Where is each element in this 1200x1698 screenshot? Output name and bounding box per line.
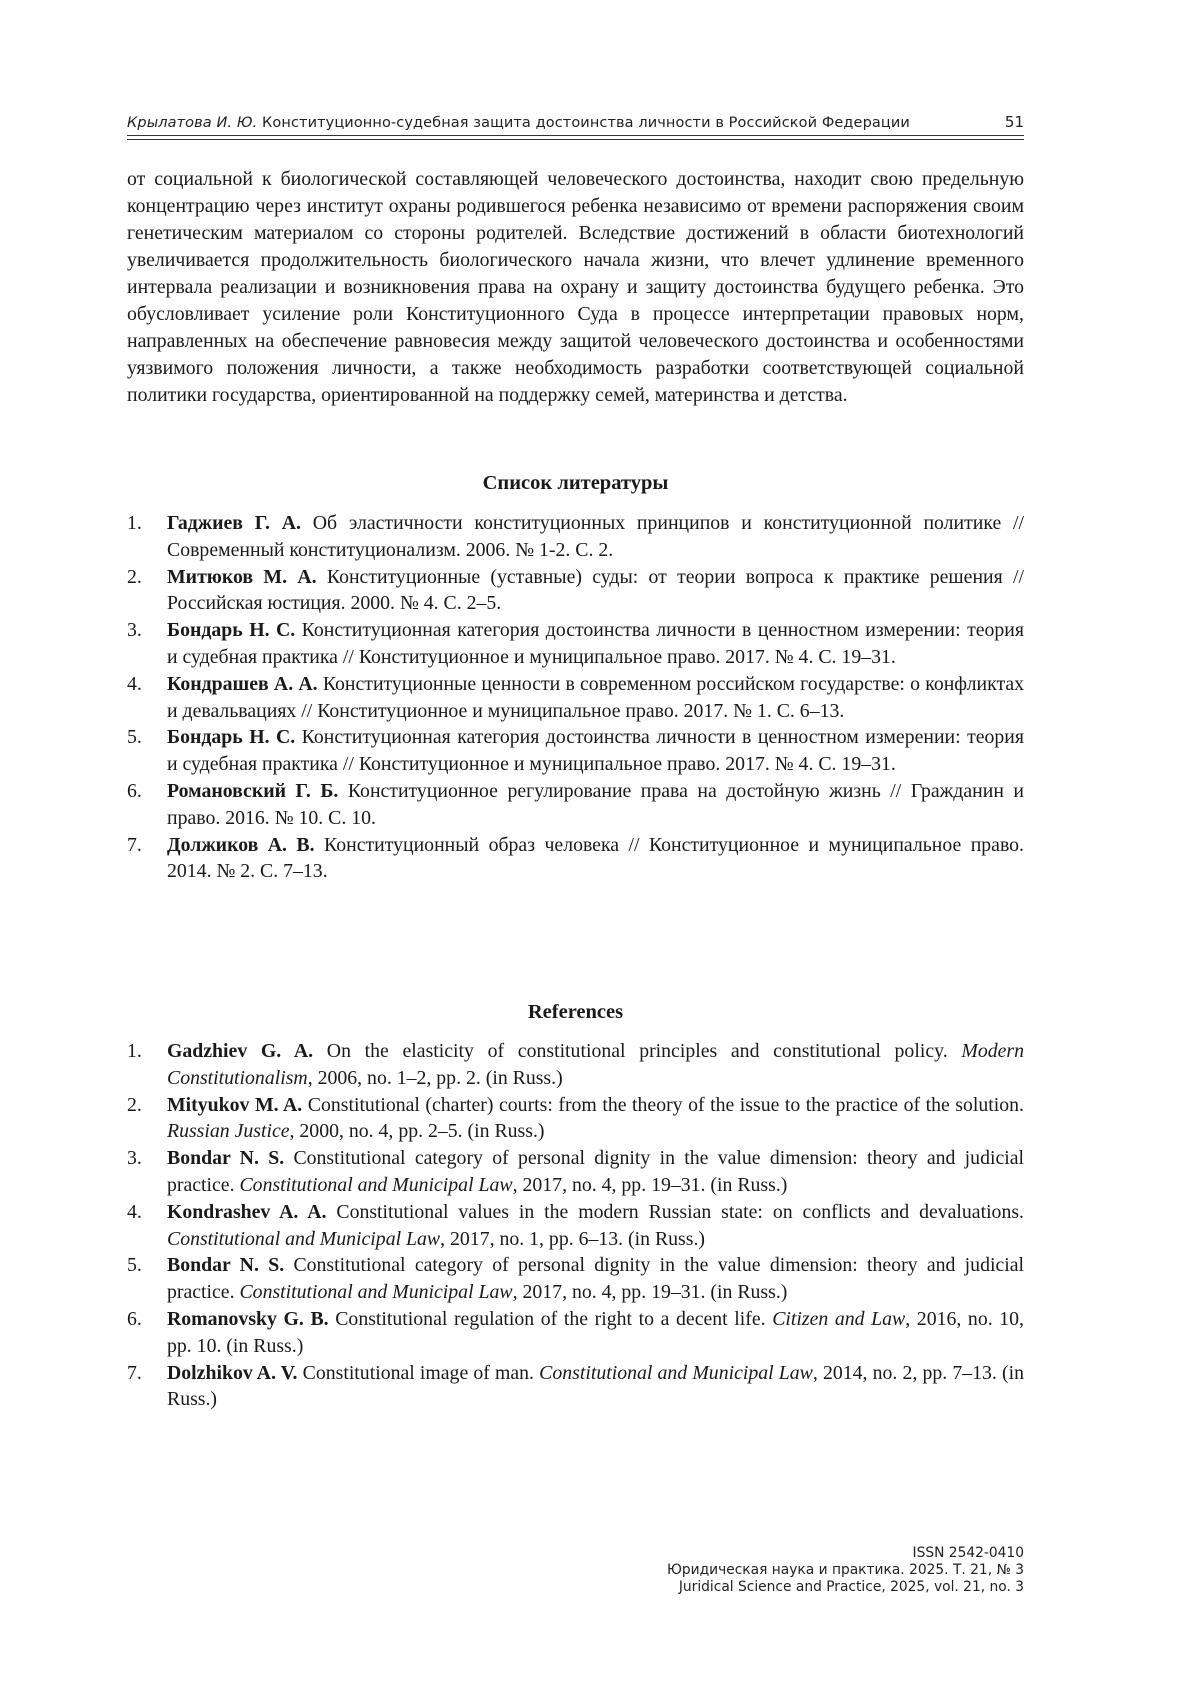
reference-text: Constitutional regulation of the right to a decent life. [328,1307,773,1330]
reference-number: 6. [127,1307,142,1330]
reference-author: Кондрашев А. А. [167,672,318,695]
running-header [127,113,1024,131]
reference-text: Constitutional category of personal dignity in the value dimension: theory and judicial practice. [167,1147,1025,1196]
reference-ru-item [127,510,1024,564]
reference-number: 7. [127,1361,142,1384]
reference-author: Бондарь Н. С. [167,726,296,749]
reference-text: Конституционное регулирование права на достойную жизнь // Гражданин и право. 2016. № 10. С. 10. [167,779,1024,829]
reference-number: 2. [127,565,142,588]
reference-author: Romanovsky G. B. [167,1307,329,1330]
reference-number: 5. [127,726,142,749]
reference-number: 2. [127,1093,142,1116]
reference-author: Bondar N. S. [167,1254,285,1277]
reference-text: Constitutional image of man. [297,1361,540,1384]
reference-details: , 2017, no. 4, pp. 19–31. (in Russ.) [512,1281,788,1304]
reference-ru-item [127,617,1024,671]
journal-footer [667,1545,1024,1596]
reference-details: , 2006, no. 1–2, pp. 2. (in Russ.) [307,1066,563,1089]
footer-journal-en: Juridical Science and Practice, 2025, vol. 21, no. 3 [678,1579,1024,1595]
reference-number: 3. [127,1147,142,1170]
reference-author: Должиков А. В. [167,833,315,856]
reference-ru-item [127,832,1024,886]
reference-author: Dolzhikov A. V. [167,1361,298,1384]
reference-journal: Constitutional and Municipal Law [539,1361,813,1384]
references-en-list [127,1038,1024,1413]
reference-author: Bondar N. S. [167,1147,285,1170]
reference-number: 1. [127,1040,142,1062]
reference-text: Конституционная категория достоинства личности в ценностном измерении: теория и судебная практика // Конституционное и муниципальное право. 2017. № 4. С. 19–31. [167,726,1024,776]
reference-text: Конституционные (уставные) суды: от теории вопроса к практике решения // Российская юстиция. 2000. № 4. С. 2–5. [167,565,1025,615]
reference-number: 6. [127,779,142,802]
footer-issn: ISSN 2542-0410 [912,1545,1024,1561]
reference-en-item [127,1092,1024,1146]
reference-journal: Constitutional and Municipal Law [239,1281,513,1304]
reference-author: Бондарь Н. С. [167,619,296,642]
reference-author: Романовский Г. Б. [167,779,339,802]
reference-en-item [127,1199,1024,1253]
reference-text: Конституционный образ человека // Конституционное и муниципальное право. 2014. № 2. С. 7–13. [167,833,1024,883]
reference-text: Конституционные ценности в современном российском государстве: о конфликтах и девальвациях // Конституционное и муниципальное право. 2017. № 1. С. 6–13. [167,672,1024,722]
reference-text: Constitutional (charter) courts: from the theory of the issue to the practice of the solution. [302,1093,1024,1116]
reference-text: Конституционная категория достоинства личности в ценностном измерении: теория и судебная практика // Конституционное и муниципальное право. 2017. № 4. С. 19–31. [167,619,1024,668]
references-en-heading: References [527,1001,624,1023]
reference-text: On the elasticity of constitutional principles and constitutional policy. [313,1040,962,1062]
reference-author: Гаджиев Г. А. [167,512,301,534]
reference-details: , 2014, no. 2, pp. 7–13. (in Russ.) [167,1361,1024,1411]
reference-number: 7. [127,833,142,856]
reference-details: , 2017, no. 1, pp. 6–13. (in Russ.) [440,1227,705,1250]
reference-number: 3. [127,619,142,642]
running-author: Крылатова И. Ю. [127,115,258,131]
footer-journal-ru: Юридическая наука и практика. 2025. Т. 21, № 3 [666,1562,1024,1578]
reference-author: Gadzhiev G. A. [167,1040,314,1062]
reference-details: , 2017, no. 4, pp. 19–31. (in Russ.) [512,1173,788,1196]
reference-en-item [127,1145,1024,1199]
header-rule-top [127,135,1024,136]
reference-number: 1. [127,512,142,534]
reference-author: Митюков М. А. [167,565,317,588]
references-ru-list [127,510,1024,885]
body-paragraph: от социальной к биологической составляющей человеческого достоинства, находит свою предельную концентрацию через институт охраны родившегося ребенка независимо от времени распоряжения своим генетическим материалом со стороны родителей. Вследствие достижений в области биотехнологий увеличивается продолжительность биологического начала жизни, что влечет удлинение временного интервала реализации и возникновения права на охрану и защиту достоинства будущего ребенка. Это обусловливает усиление роли Конституционного Суда в процессе интерпретации правовых норм, направленных на обеспечение равновесия между защитой человеческого достоинства и особенностями уязвимого положения личности, а также необходимость разработки соответствующей социальной политики государства, ориентированной на поддержку семей, материнства и детства. [127,168,1024,406]
reference-number: 4. [127,672,142,695]
reference-journal: Russian Justice [167,1120,290,1143]
reference-en-item [127,1360,1024,1414]
reference-en-item [127,1038,1024,1092]
page-number: 51 [1004,113,1024,131]
reference-author: Mityukov M. A. [167,1093,303,1116]
reference-ru-item [127,564,1024,618]
reference-text: Constitutional category of personal dignity in the value dimension: theory and judicial practice. [167,1254,1025,1304]
header-rule-bottom [127,139,1024,140]
reference-journal: Constitutional and Municipal Law [239,1173,513,1196]
running-article-title: Конституционно-судебная защита достоинства личности в Российской Федерации [262,115,910,131]
reference-journal: Citizen and Law [772,1307,906,1330]
reference-journal: Modern Constitutionalism [167,1040,1024,1089]
running-title [127,115,910,131]
reference-text: Об эластичности конституционных принципов и конституционной политике // Современный конституционализм. 2006. № 1-2. С. 2. [167,512,1025,561]
reference-details: , 2000, no. 4, pp. 2–5. (in Russ.) [289,1120,545,1143]
reference-number: 5. [127,1254,142,1277]
reference-author: Kondrashev A. A. [167,1200,327,1223]
reference-ru-item [127,671,1024,725]
reference-ru-item [127,724,1024,778]
reference-journal: Constitutional and Municipal Law [167,1227,441,1250]
reference-en-item [127,1306,1024,1360]
references-ru-heading: Список литературы [482,472,669,494]
reference-en-item [127,1252,1024,1306]
reference-number: 4. [127,1200,142,1223]
reference-details: , 2016, no. 10, pp. 10. (in Russ.) [167,1307,1024,1357]
reference-ru-item [127,778,1024,832]
reference-text: Constitutional values in the modern Russian state: on conflicts and devaluations. [326,1200,1024,1223]
